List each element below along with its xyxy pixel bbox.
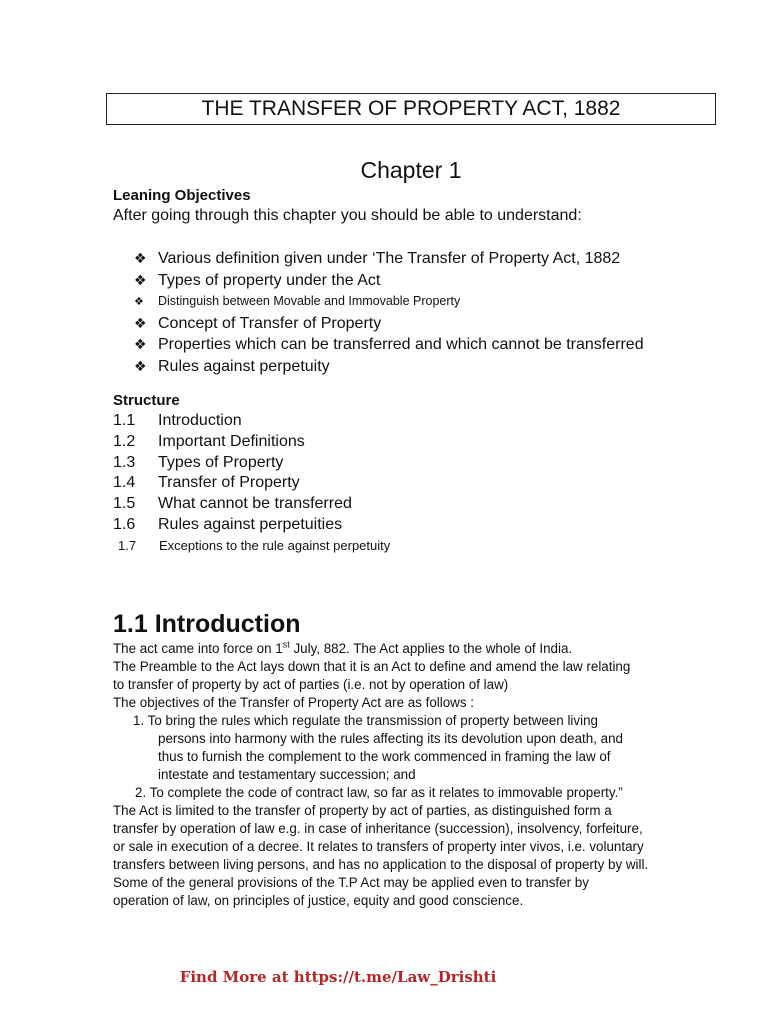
structure-item: 1.6 Rules against perpetuities — [113, 515, 343, 533]
structure-item: 1.5 What cannot be transferred — [113, 495, 352, 513]
objective-point-1: 1. To bring the rules which regulate the transmission of property between living — [133, 713, 598, 728]
body-line: transfer by operation of law e.g. in case of inheritance (succession), insolvency, forfeiture, — [113, 821, 643, 836]
diamond-bullet-icon: ❖ — [134, 314, 147, 331]
body-line: The act came into force on 1st July, 882. The Act applies to the whole of India. — [113, 639, 573, 656]
document-title: THE TRANSFER OF PROPERTY ACT, 1882 — [106, 93, 716, 125]
body-line: thus to furnish the complement to the work commenced in framing the law of — [158, 749, 611, 764]
body-line: The objectives of the Transfer of Property Act are as follows : — [113, 695, 474, 710]
diamond-bullet-icon: ❖ — [134, 357, 147, 374]
body-line: Some of the general provisions of the T.P Act may be applied even to transfer by — [113, 875, 589, 890]
body-line: transfers between living persons, and has no application to the disposal of property by will. — [113, 857, 649, 872]
body-line: operation of law, on principles of justice, equity and good conscience. — [113, 893, 524, 908]
structure-item: 1.4 Transfer of Property — [113, 474, 300, 492]
objective-item: ❖ Concept of Transfer of Property — [134, 314, 382, 332]
objective-item: ❖ Distinguish between Movable and Immovable Property — [134, 291, 644, 313]
structure-item: 1.7 Exceptions to the rule against perpetuity — [118, 537, 391, 553]
structure-item: 1.3 Types of Property — [113, 453, 284, 471]
objectives-intro: After going through this chapter you should be able to understand: — [113, 207, 582, 224]
structure-list — [113, 411, 390, 557]
objective-item: ❖ Properties which can be transferred and which cannot be transferred — [134, 336, 644, 353]
diamond-bullet-icon: ❖ — [134, 271, 147, 288]
objective-item: ❖ Types of property under the Act — [134, 271, 381, 289]
body-line: to transfer of property by act of parties (i.e. not by operation of law) — [113, 677, 509, 692]
objectives-list — [134, 248, 644, 377]
diamond-bullet-icon: ❖ — [134, 296, 144, 308]
objective-point-2: 2. To complete the code of contract law, so far as it relates to immovable property.” — [135, 785, 623, 800]
structure-item: 1.1 Introduction — [113, 412, 242, 429]
diamond-bullet-icon: ❖ — [134, 250, 147, 266]
structure-heading: Structure — [113, 392, 180, 409]
body-line: intestate and testamentary succession; and — [158, 767, 416, 782]
body-line: or sale in execution of a decree. It relates to transfers of property inter vivos, i.e. voluntary — [113, 839, 644, 854]
structure-item: 1.2 Important Definitions — [113, 432, 305, 450]
footer-link[interactable]: Find More at https://t.me/Law_Drishti — [179, 968, 497, 986]
body-line: persons into harmony with the rules affecting its its devolution upon death, and — [158, 731, 623, 746]
body-line: The Preamble to the Act lays down that it is an Act to define and amend the law relating — [113, 659, 631, 674]
section-heading-introduction: 1.1 Introduction — [113, 610, 301, 638]
diamond-bullet-icon: ❖ — [134, 336, 147, 352]
introduction-body — [113, 640, 733, 910]
objective-item: ❖ Various definition given under ‘The Transfer of Property Act, 1882 — [134, 250, 621, 267]
objectives-heading: Leaning Objectives — [113, 187, 251, 204]
objective-item: ❖ Rules against perpetuity — [134, 357, 330, 375]
body-line: The Act is limited to the transfer of property by act of parties, as distinguished form a — [113, 803, 612, 818]
chapter-heading: Chapter 1 — [360, 157, 462, 183]
